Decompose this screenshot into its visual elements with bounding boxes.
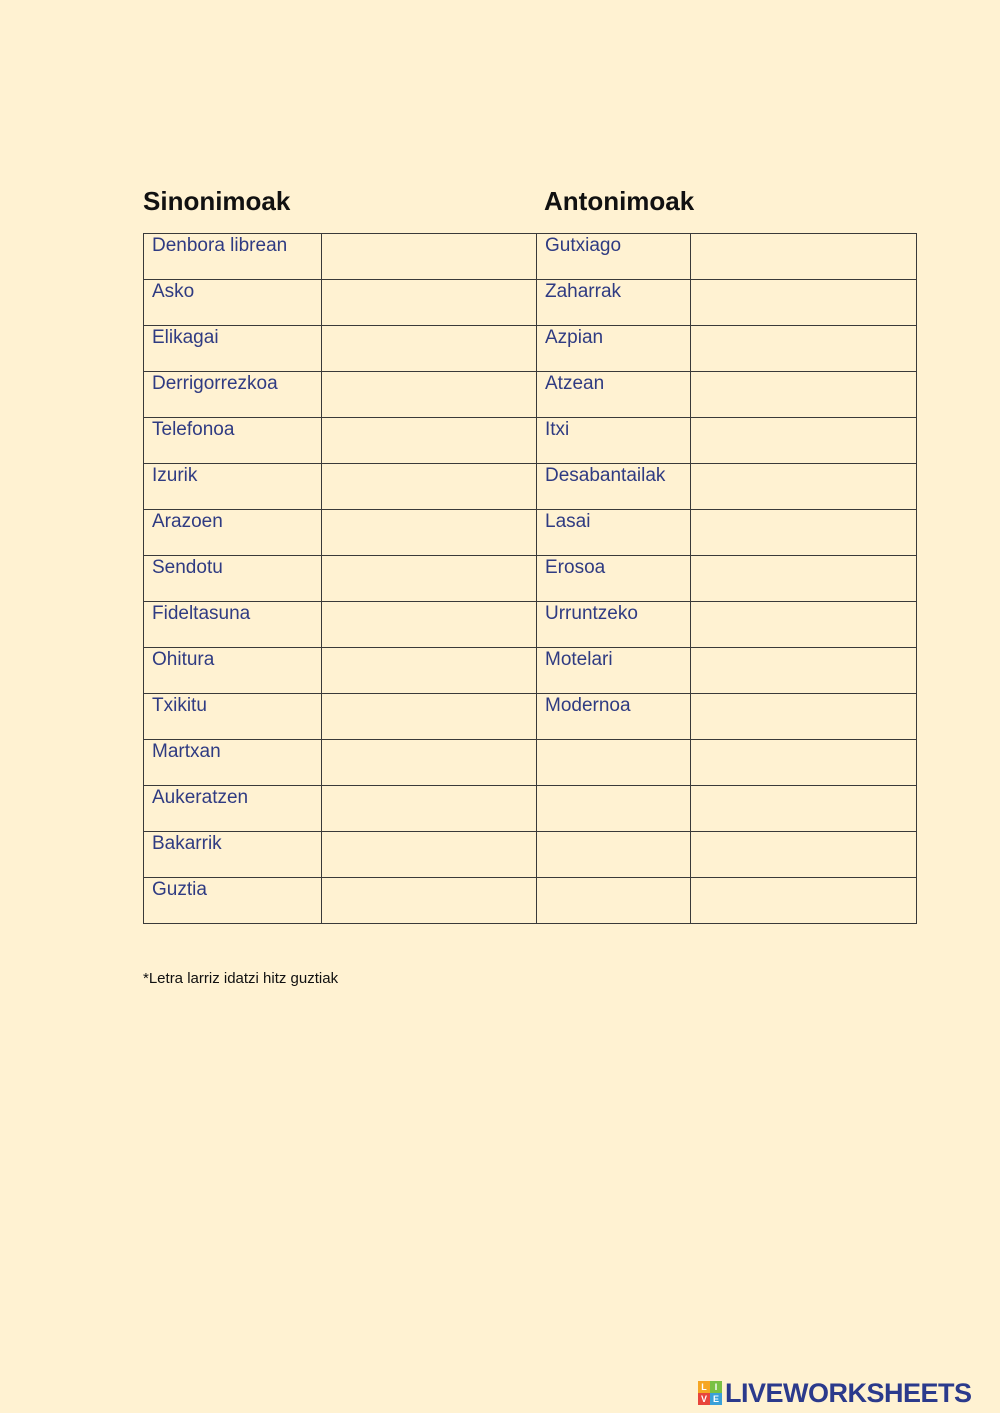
synonym-answer-cell[interactable] — [322, 694, 537, 740]
table-row — [144, 602, 917, 648]
antonym-word: Atzean — [537, 372, 691, 418]
synonym-answer-cell[interactable] — [322, 878, 537, 924]
synonym-word: Fideltasuna — [144, 602, 322, 648]
antonym-word: Zaharrak — [537, 280, 691, 326]
antonym-answer-cell[interactable] — [691, 602, 917, 648]
synonym-answer-cell[interactable] — [322, 648, 537, 694]
synonym-word: Telefonoa — [144, 418, 322, 464]
antonym-answer-input[interactable] — [691, 740, 917, 785]
antonym-answer-cell[interactable] — [691, 326, 917, 372]
synonym-word: Arazoen — [144, 510, 322, 556]
synonym-word: Elikagai — [144, 326, 322, 372]
antonym-answer-input[interactable] — [691, 510, 917, 555]
synonyms-heading: Sinonimoak — [143, 186, 291, 216]
synonym-answer-input[interactable] — [322, 602, 537, 647]
table-row — [144, 372, 917, 418]
table-row — [144, 418, 917, 464]
synonym-word: Asko — [144, 280, 322, 326]
synonym-word: Martxan — [144, 740, 322, 786]
synonym-answer-input[interactable] — [322, 694, 537, 739]
synonym-answer-input[interactable] — [322, 326, 537, 371]
antonym-answer-input[interactable] — [691, 648, 917, 693]
antonym-answer-cell[interactable] — [691, 464, 917, 510]
synonym-answer-input[interactable] — [322, 234, 537, 279]
liveworksheets-logo-icon — [698, 1381, 722, 1405]
antonym-word: Itxi — [537, 418, 691, 464]
antonym-answer-input[interactable] — [691, 464, 917, 509]
liveworksheets-branding[interactable] — [698, 1378, 972, 1408]
antonym-word — [537, 740, 691, 786]
synonym-answer-input[interactable] — [322, 648, 537, 693]
synonym-answer-cell[interactable] — [322, 602, 537, 648]
logo-tile: L — [698, 1381, 710, 1393]
synonym-word: Guztia — [144, 878, 322, 924]
antonym-word — [537, 878, 691, 924]
synonym-word: Txikitu — [144, 694, 322, 740]
synonym-answer-input[interactable] — [322, 418, 537, 463]
synonym-word: Sendotu — [144, 556, 322, 602]
table-row — [144, 326, 917, 372]
antonym-answer-input[interactable] — [691, 418, 917, 463]
synonym-answer-cell[interactable] — [322, 556, 537, 602]
synonym-answer-input[interactable] — [322, 556, 537, 601]
antonym-answer-input[interactable] — [691, 878, 917, 923]
instruction-note: *Letra larriz idatzi hitz guztiak — [143, 970, 339, 987]
synonym-answer-input[interactable] — [322, 740, 537, 785]
table-row — [144, 648, 917, 694]
logo-tile: V — [698, 1393, 710, 1405]
synonym-answer-input[interactable] — [322, 464, 537, 509]
antonym-answer-cell[interactable] — [691, 648, 917, 694]
antonym-answer-input[interactable] — [691, 556, 917, 601]
table-row — [144, 510, 917, 556]
antonyms-heading: Antonimoak — [544, 186, 695, 216]
antonym-word: Gutxiago — [537, 234, 691, 280]
synonym-answer-cell[interactable] — [322, 280, 537, 326]
synonym-word: Denbora librean — [144, 234, 322, 280]
synonym-answer-cell[interactable] — [322, 786, 537, 832]
antonym-word: Motelari — [537, 648, 691, 694]
antonym-answer-cell[interactable] — [691, 786, 917, 832]
synonym-answer-input[interactable] — [322, 510, 537, 555]
antonym-answer-input[interactable] — [691, 832, 917, 877]
synonym-answer-cell[interactable] — [322, 464, 537, 510]
antonym-answer-cell[interactable] — [691, 280, 917, 326]
synonym-answer-input[interactable] — [322, 372, 537, 417]
synonym-answer-cell[interactable] — [322, 326, 537, 372]
antonym-answer-cell[interactable] — [691, 234, 917, 280]
synonym-answer-cell[interactable] — [322, 740, 537, 786]
synonym-answer-cell[interactable] — [322, 234, 537, 280]
synonym-answer-input[interactable] — [322, 786, 537, 831]
synonym-answer-cell[interactable] — [322, 832, 537, 878]
table-row — [144, 832, 917, 878]
table-row — [144, 464, 917, 510]
synonym-word: Aukeratzen — [144, 786, 322, 832]
table-row — [144, 786, 917, 832]
antonym-answer-input[interactable] — [691, 602, 917, 647]
worksheet-table — [143, 233, 917, 924]
table-row — [144, 280, 917, 326]
brand-name: LIVEWORKSHEETS — [725, 1378, 972, 1408]
antonym-word: Erosoa — [537, 556, 691, 602]
antonym-word: Modernoa — [537, 694, 691, 740]
synonym-word: Ohitura — [144, 648, 322, 694]
logo-tile: I — [710, 1381, 722, 1393]
synonym-word: Bakarrik — [144, 832, 322, 878]
antonym-answer-input[interactable] — [691, 372, 917, 417]
antonym-answer-input[interactable] — [691, 326, 917, 371]
table-row — [144, 556, 917, 602]
table-row — [144, 878, 917, 924]
synonym-answer-cell[interactable] — [322, 418, 537, 464]
synonym-answer-input[interactable] — [322, 280, 537, 325]
antonym-answer-input[interactable] — [691, 786, 917, 831]
antonym-answer-cell[interactable] — [691, 372, 917, 418]
antonym-answer-cell[interactable] — [691, 694, 917, 740]
antonym-answer-cell[interactable] — [691, 556, 917, 602]
antonym-answer-input[interactable] — [691, 694, 917, 739]
table-row — [144, 740, 917, 786]
synonym-word: Izurik — [144, 464, 322, 510]
antonym-answer-cell[interactable] — [691, 832, 917, 878]
table-row — [144, 694, 917, 740]
antonym-word: Desabantailak — [537, 464, 691, 510]
antonym-answer-input[interactable] — [691, 280, 917, 325]
antonym-word — [537, 786, 691, 832]
antonym-word: Lasai — [537, 510, 691, 556]
worksheet-body — [144, 234, 917, 924]
antonym-answer-input[interactable] — [691, 234, 917, 279]
synonym-answer-input[interactable] — [322, 832, 537, 877]
antonym-answer-cell[interactable] — [691, 510, 917, 556]
table-row — [144, 234, 917, 280]
antonym-answer-cell[interactable] — [691, 740, 917, 786]
logo-tile: E — [710, 1393, 722, 1405]
synonym-word: Derrigorrezkoa — [144, 372, 322, 418]
antonym-word — [537, 832, 691, 878]
antonym-answer-cell[interactable] — [691, 878, 917, 924]
antonym-word: Azpian — [537, 326, 691, 372]
synonym-answer-cell[interactable] — [322, 510, 537, 556]
antonym-answer-cell[interactable] — [691, 418, 917, 464]
synonym-answer-input[interactable] — [322, 878, 537, 923]
synonym-answer-cell[interactable] — [322, 372, 537, 418]
antonym-word: Urruntzeko — [537, 602, 691, 648]
